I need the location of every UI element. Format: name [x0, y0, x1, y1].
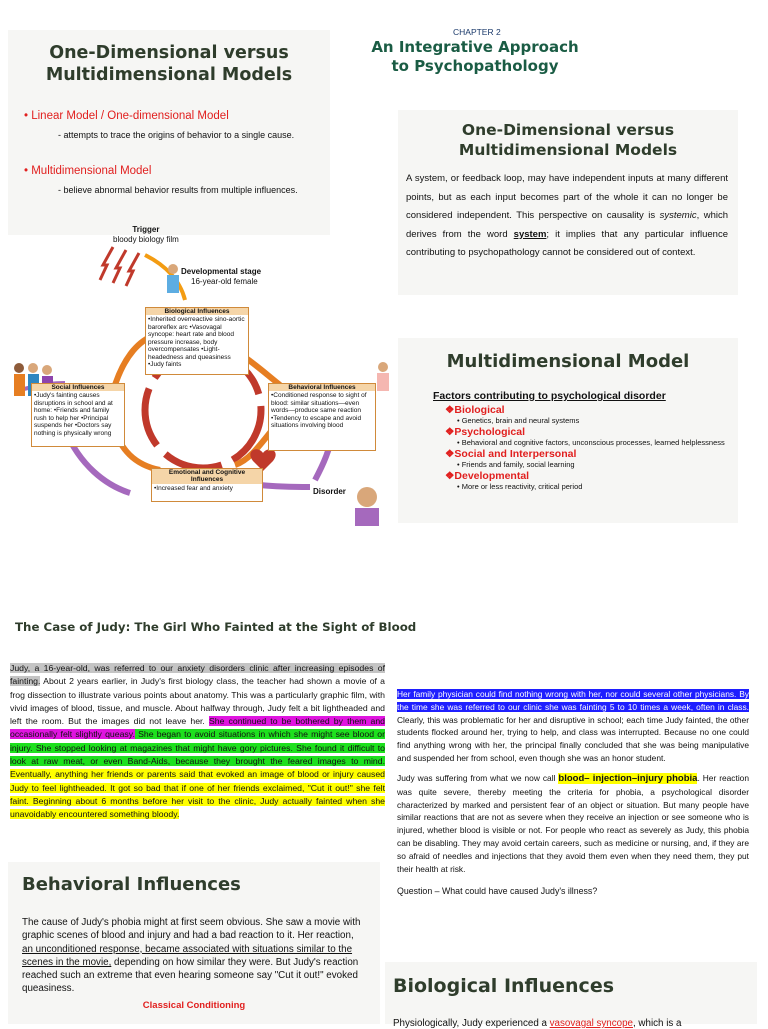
biological-influences-box — [145, 307, 249, 375]
case-text: Judy was suffering from what we now call — [397, 773, 559, 783]
case-text: . Her reaction was quite severe, thereby meeting the criteria for phobia, a psychological disorder characterized by marked and persistent fear of an object or situation. But many people have similar reactions that are not as severe when they receive an injection or see someone who is injured, whether blood is visible or not. For people who react as severely as Judy, this phobia can be disabling. They may avoid certain careers, such as medicine or nursing, and, if they are so afraid of needles and injections that they avoid them even when they need them, they put their health at risk. — [397, 773, 749, 874]
factor-desc: • Friends and family, social learning — [457, 460, 575, 469]
slide-title-line1: One-Dimensional versus — [49, 43, 289, 63]
slide-subtitle: Factors contributing to psychological disorder — [433, 390, 666, 402]
emotional-cognitive-box — [151, 468, 263, 502]
factor-label: ❖Social and Interpersonal — [445, 448, 577, 460]
box-title: Biological Influences — [146, 308, 248, 315]
factor-item — [445, 448, 735, 469]
factor-label: ❖Biological — [445, 404, 505, 416]
judy-continued — [397, 688, 749, 765]
trigger-arrow — [113, 250, 126, 283]
person-figure — [377, 362, 389, 391]
trigger-sub: bloody biology film — [113, 234, 179, 244]
factor-desc: • Genetics, brain and neural systems — [457, 416, 580, 425]
slide-title: Behavioral Influences — [22, 874, 241, 895]
judy-phobia-paragraph — [397, 772, 749, 875]
highlight-yellow: Eventually, anything her friends or parents said that evoked an image of blood or injury caused Judy to feel lightheaded. It got so bad that if one of her friends exclaimed, "Cut it out!" she felt faint. Beginning about 6 months before her visit to the clinic, Judy actually fainted when she unavoidably encountered something bloody. — [10, 769, 385, 820]
factor-label: ❖Developmental — [445, 470, 530, 482]
chapter-title-line2: to Psychopathology — [391, 57, 559, 75]
slide-title-line2: Multidimensional Models — [45, 65, 293, 85]
box-text: •Conditioned response to sight of blood: similar situations—even words—produce same reaction •Tendency to escape and avoid situations involving blood — [271, 392, 367, 430]
slide-biological-influences — [385, 962, 757, 1029]
slide-one-dimensional-models — [8, 30, 330, 235]
classical-conditioning-label: Classical Conditioning — [142, 1000, 246, 1011]
trigger-title: Trigger — [132, 225, 160, 234]
factor-desc: • Behavioral and cognitive factors, unconscious processes, learned helplessness — [457, 438, 725, 447]
behavioral-influences-box — [268, 383, 376, 451]
factor-item — [445, 404, 735, 425]
slide-multidimensional-model — [398, 338, 738, 523]
trigger-arrow — [126, 253, 139, 286]
chapter-title-line1: An Integrative Approach — [371, 38, 579, 56]
disorder-label: Disorder — [313, 487, 346, 496]
chapter-title — [360, 38, 590, 76]
developmental-stage-label — [181, 267, 261, 286]
highlight-magenta: She continued to be bothered by them and occasionally felt slightly queasy. — [10, 716, 385, 740]
multidimensional-diagram — [5, 225, 397, 530]
systemic-paragraph — [406, 170, 728, 263]
systemic-term: systemic — [659, 210, 697, 221]
box-text: •Increased fear and anxiety — [154, 484, 233, 492]
judy-question: Question – What could have caused Judy's illness? — [397, 886, 598, 896]
para-part: ; it implies that any particular influence contributing to psychopathology cannot be considered out of context. — [406, 228, 728, 258]
para-part: depending on how similar they were. But Judy's reaction reached such an extreme that even hearing someone say "Cut it out!" evoked queasiness. — [22, 956, 359, 995]
para-part: The cause of Judy's phobia might at first seem obvious. She saw a movie with graphic scenes of blood and injury and had a bad reaction to it. Her reaction, — [22, 917, 361, 942]
factor-desc: • More or less reactivity, critical period — [457, 482, 583, 491]
judy-case-body — [10, 662, 385, 822]
social-influences-box — [31, 383, 125, 447]
person-figure — [355, 487, 379, 526]
bullet-multidimensional-desc: - believe abnormal behavior results from multiple influences. — [58, 185, 298, 195]
slide-title-line1: One-Dimensional versus — [461, 121, 675, 139]
bullet-linear-model: • Linear Model / One-dimensional Model — [24, 110, 229, 122]
slide-title-line2: Multidimensional Models — [458, 141, 678, 159]
box-title: Behavioral Influences — [269, 384, 375, 391]
para-part: A system, or feedback loop, may have independent inputs at many different points, but as each input becomes part of the whole it can no longer be considered independent. This perspective on causality is — [406, 173, 728, 221]
factor-label: ❖Psychological — [445, 426, 526, 438]
case-text: About 2 years earlier, in Judy's first biology class, the teacher had shown a movie of a frog dissection to illustrate various points about anatomy. This was a particularly graphic film, with vivid images of blood, tissue, and muscle. About halfway through, Judy felt a bit lightheaded and left the room. But the images did not leave her. — [10, 676, 385, 727]
slide-title: Multidimensional Model — [446, 351, 690, 372]
vasovagal-term: vasovagal syncope — [549, 1018, 633, 1029]
para-part: , which is a — [632, 1018, 682, 1029]
arrow — [260, 485, 310, 487]
slide-behavioral-influences — [8, 862, 380, 1024]
para-part: , which derives from the word — [406, 210, 728, 240]
slide-systemic-perspective — [398, 110, 738, 295]
highlight-green: She began to avoid situations in which she might see blood or injury. She stopped looking at magazines that might have gory pictures. She found it difficult to look at raw meat, or even Band-Aids, because they brought the feared images to mind. — [10, 729, 385, 767]
judy-case-title: The Case of Judy: The Girl Who Fainted at the Sight of Blood — [15, 620, 417, 634]
trigger-label — [113, 225, 179, 244]
system-term: system — [513, 228, 547, 240]
bullet-multidimensional-model: • Multidimensional Model — [24, 165, 152, 177]
dev-title: Developmental stage — [181, 267, 262, 276]
case-text: Clearly, this was problematic for her and disruptive in school; each time Judy fainted, the other students flocked around her, trying to help, and class was interrupted. Because no one could find anything wrong with her, the principal finally concluded that she was being manipulative and suspended her from school, even though she was an honor student. — [397, 714, 749, 763]
box-title: Emotional and Cognitive Influences — [152, 469, 262, 484]
factor-list — [445, 404, 735, 491]
dev-sub: 16-year-old female — [191, 276, 258, 286]
para-part: Physiologically, Judy experienced a — [393, 1018, 550, 1029]
behavioral-paragraph — [22, 916, 367, 996]
person-figure — [167, 264, 179, 293]
slide-title — [8, 42, 330, 86]
bullet-linear-desc: - attempts to trace the origins of behavior to a single cause. — [58, 130, 295, 140]
trigger-arrow — [100, 247, 113, 280]
factor-item — [445, 470, 735, 491]
highlight-phobia-term: blood– injection–injury phobia — [558, 773, 698, 784]
trigger-arrows — [100, 247, 139, 286]
underlined-text: an unconditioned response, became associated with situations similar to the scenes in the movie, — [22, 943, 353, 968]
box-text: •Judy's fainting causes disruptions in school and at home: •Friends and family rush to help her •Principal suspends her •Doctors say nothing is physically wrong — [34, 392, 113, 437]
box-title: Social Influences — [32, 384, 124, 391]
highlight-blue: Her family physician could find nothing wrong with her, nor could several other physicians. By the time she was referred to our clinic she was fainting 5 to 10 times a week, often in class. — [397, 689, 749, 712]
highlight-gray: Judy, a 16-year-old, was referred to our anxiety disorders clinic after increasing episodes of fainting. — [10, 663, 385, 687]
chapter-label: CHAPTER 2 — [453, 27, 501, 37]
box-text: •Inherited overreactive sino-aortic baroreflex arc •Vasovagal syncope: heart rate and blood pressure increase, body overcompensates •Light-headedness and queasiness •Judy faints — [148, 316, 245, 369]
slide-title — [398, 120, 738, 160]
factor-item — [445, 426, 735, 447]
slide-title: Biological Influences — [393, 975, 615, 997]
